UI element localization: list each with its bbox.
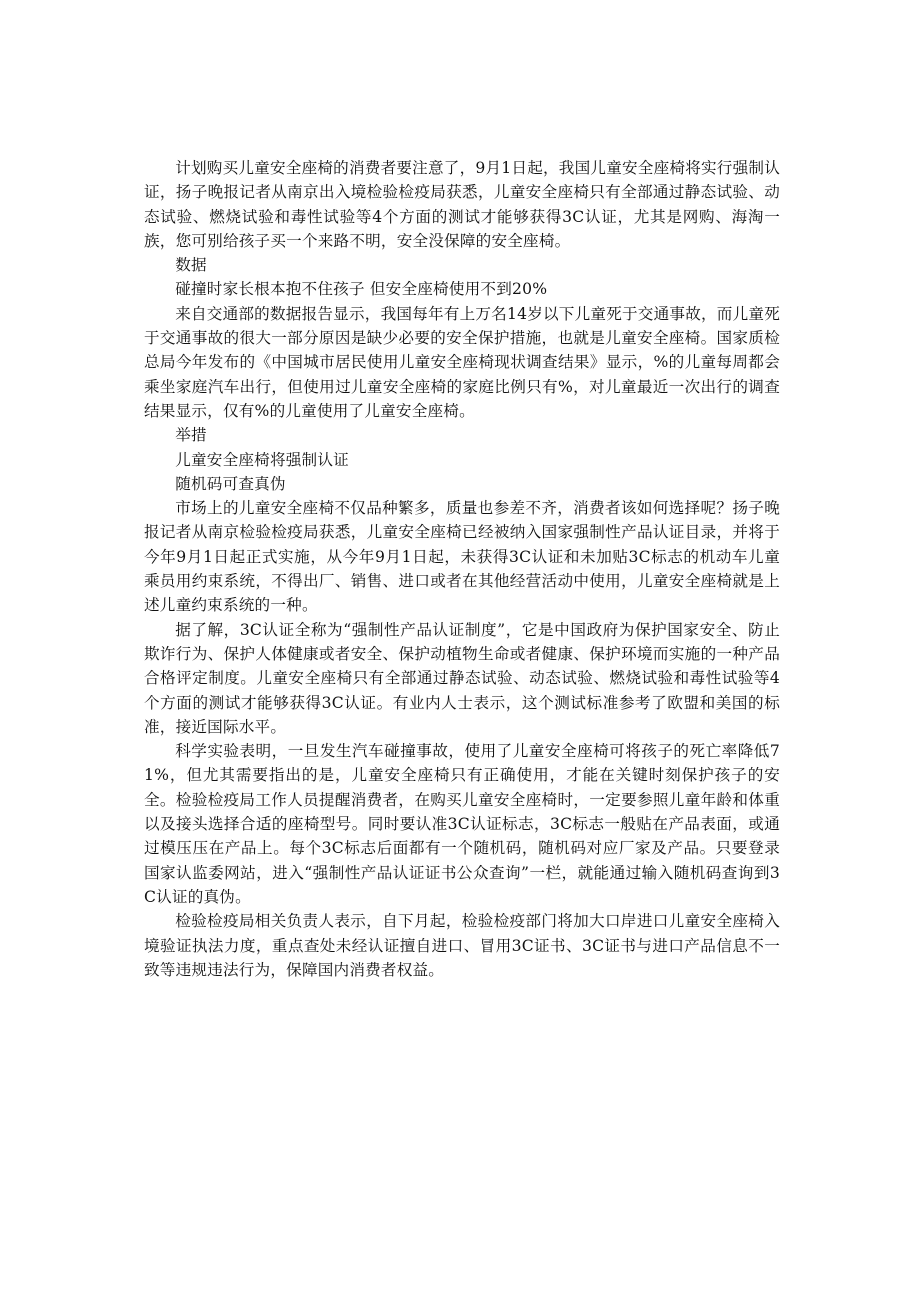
section-label-measures: 举措 [175,426,207,445]
document-page [144,156,780,982]
paragraph-enforcement: 检验检疫局相关负责人表示，自下月起，检验检疫部门将加大口岸进口儿童安全座椅入境验证执法力度，重点查处未经认证擅自进口、冒用3C证书、3C证书与进口产品信息不一致等违规违法行为，保障国内消费者权益。 [144,912,780,979]
paragraph-3c-definition: 据了解，3C认证全称为“强制性产品认证制度”，它是中国政府为保护国家安全、防止欺诈行为、保护人体健康或者安全、保护动植物生命或者健康、保护环境而实施的一种产品合格评定制度。儿童安全座椅只有全部通过静态试验、动态试验、燃烧试验和毒性试验等4个方面的测试才能够获得3C认证。有业内人士表示，这个测试标准参考了欧盟和美国的标准，接近国际水平。 [144,620,780,736]
paragraph-market: 市场上的儿童安全座椅不仅品种繁多，质量也参差不齐，消费者该如何选择呢？扬子晚报记者从南京检验检疫局获悉，儿童安全座椅已经被纳入国家强制性产品认证目录，并将于今年9月1日起正式实施，从今年9月1日起，未获得3C认证和未加贴3C标志的机动车儿童乘员用约束系统，不得出厂、销售、进口或者在其他经营活动中使用，儿童安全座椅就是上述儿童约束系统的一种。 [144,499,780,615]
section-label-data: 数据 [175,256,207,275]
paragraph-science: 科学实验表明，一旦发生汽车碰撞事故，使用了儿童安全座椅可将孩子的死亡率降低71%，但尤其需要指出的是，儿童安全座椅只有正确使用，才能在关键时刻保护孩子的安全。检验检疫局工作人员提醒消费者，在购买儿童安全座椅时，一定要参照儿童年龄和体重以及接头选择合适的座椅型号。同时要认准3C认证标志，3C标志一般贴在产品表面，或通过模压压在产品上。每个3C标志后面都有一个随机码，随机码对应厂家及产品。只要登录国家认监委网站，进入“强制性产品认证证书公众查询”一栏，就能通过输入随机码查询到3C认证的真伪。 [144,742,780,906]
subheading-random-code: 随机码可查真伪 [175,474,286,493]
paragraph-intro: 计划购买儿童安全座椅的消费者要注意了，9月1日起，我国儿童安全座椅将实行强制认证，扬子晚报记者从南京出入境检验检疫局获悉，儿童安全座椅只有全部通过静态试验、动态试验、燃烧试验和毒性试验等4个方面的测试才能够获得3C认证，尤其是网购、海淘一族，您可别给孩子买一个来路不明，安全没保障的安全座椅。 [144,159,780,250]
subheading-certification: 儿童安全座椅将强制认证 [175,450,349,469]
subheading-crash: 碰撞时家长根本抱不住孩子 但安全座椅使用不到20% [175,280,548,299]
paragraph-statistics: 来自交通部的数据报告显示，我国每年有上万名14岁以下儿童死于交通事故，而儿童死于交通事故的很大一部分原因是缺少必要的安全保护措施，也就是儿童安全座椅。国家质检总局今年发布的《中国城市居民使用儿童安全座椅现状调查结果》显示，%的儿童每周都会乘坐家庭汽车出行，但使用过儿童安全座椅的家庭比例只有%，对儿童最近一次出行的调查结果显示，仅有%的儿童使用了儿童安全座椅。 [144,304,780,420]
